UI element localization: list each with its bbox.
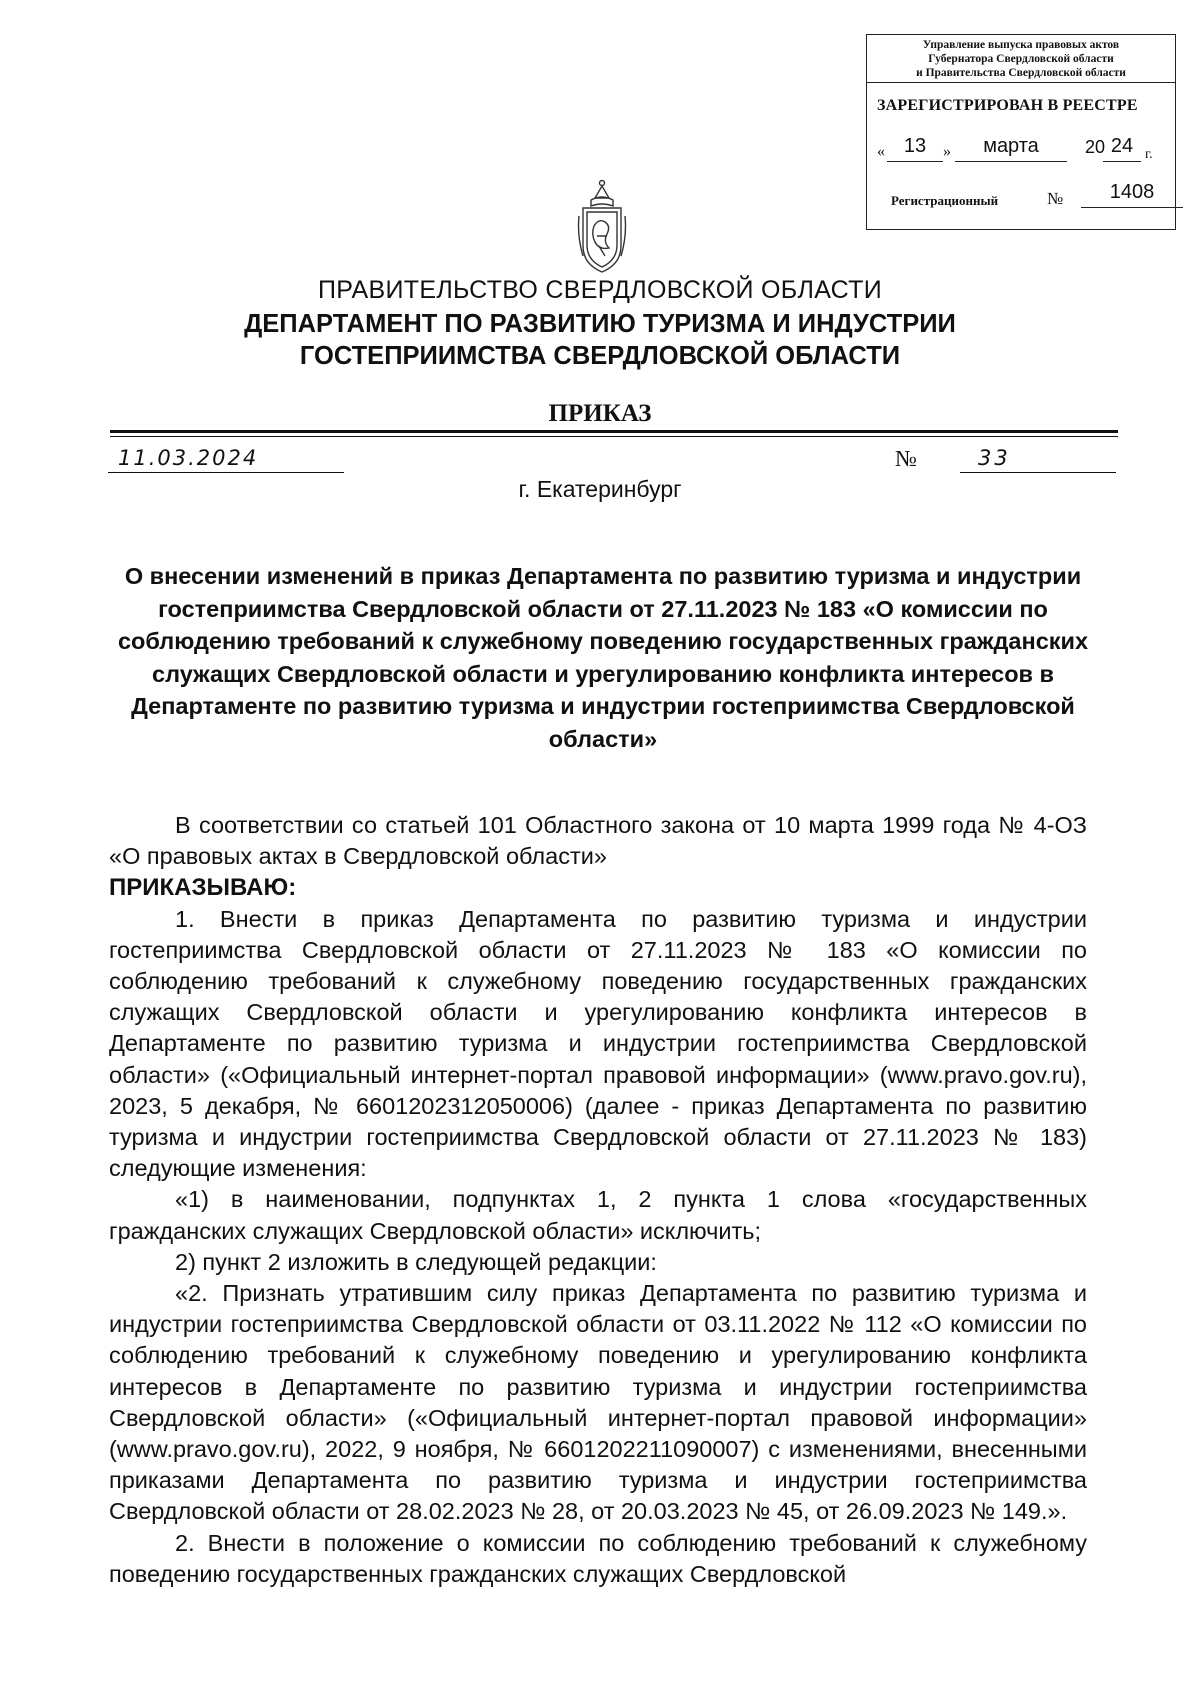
- stamp-regno-sign: №: [1047, 189, 1064, 208]
- stamp-day: 13: [887, 135, 943, 162]
- handwritten-order-number: 33: [978, 446, 1011, 470]
- order-number-sign: №: [895, 446, 917, 471]
- department-name-line: ДЕПАРТАМЕНТ ПО РАЗВИТИЮ ТУРИЗМА И ИНДУСТРИИ: [244, 310, 956, 338]
- stamp-year-abbr: г.: [1145, 147, 1153, 162]
- stamp-year-prefix: 20: [1085, 137, 1106, 157]
- registration-stamp: [866, 34, 1176, 230]
- stamp-date: [877, 135, 1177, 165]
- stamp-registered-label: ЗАРЕГИСТРИРОВАН В РЕЕСТРЕ: [877, 97, 1138, 114]
- stamp-month: марта: [955, 135, 1067, 162]
- paragraph-1-subitem-2: 2) пункт 2 изложить в следующей редакции:: [175, 1248, 657, 1275]
- order-word: ПРИКАЗЫВАЮ:: [109, 874, 297, 902]
- handwritten-date: 11.03.2024: [118, 446, 259, 470]
- stamp-quote-close: »: [943, 143, 951, 160]
- stamp-regno-label: Регистрационный: [891, 193, 999, 208]
- department-name: [0, 308, 1200, 372]
- paragraph-1-subitem-2-text: «2. Признать утратившим силу приказ Департамента по развитию туризма и индустрии гостеприимства Свердловской области от 03.11.2022 № 112 «О комиссии по соблюдению требований к служебному поведению и урегулированию конфликта интересов в Департаменте по развитию туризма и индустрии гостеприимства Свердловской области» («Официальный интернет-портал правовой информации» (www.pravo.gov.ru), 2022, 9 ноября, № 6601202211090007) с изменениями, внесенными приказами Департамента по развитию туризма и индустрии гостеприимства Свердловской области от 28.02.2023 № 28, от 20.03.2023 № 45, от 26.09.2023 № 149.».: [109, 1280, 1087, 1525]
- stamp-header-line: Управление выпуска правовых актов: [922, 39, 1120, 51]
- paragraph-1: 1. Внести в приказ Департамента по развитию туризма и индустрии гостеприимства Свердловской области от 27.11.2023 № 183 «О комиссии по соблюдению требований к служебному поведению государственных гражданских служащих Свердловской области и урегулированию конфликта интересов в Департаменте по развитию туризма и индустрии гостеприимства Свердловской области» («Официальный интернет-портал правовой информации» (www.pravo.gov.ru), 2023, 5 декабря, № 6601202312050006) (далее - приказ Департамента по развитию туризма и индустрии гостеприимства Свердловской области от 27.11.2023 № 183) следующие изменения:: [109, 905, 1087, 1182]
- stamp-header: [867, 35, 1175, 83]
- paragraph-2: 2. Внести в положение о комиссии по соблюдению требований к служебному поведению государственных гражданских служащих Свердловской: [109, 1529, 1087, 1587]
- document-title: О внесении изменений в приказ Департамента по развитию туризма и индустрии гостеприимства Свердловской области от 27.11.2023 № 183 «О комиссии по соблюдению требований к служебному поведению государственных гражданских служащих Свердловской области и урегулированию конфликта интересов в Департаменте по развитию туризма и индустрии гостеприимства Свердловской области»: [117, 563, 1089, 752]
- header-rule-thick: [110, 430, 1118, 433]
- preamble-paragraph: В соответствии со статьей 101 Областного закона от 10 марта 1999 года № 4-ОЗ «О правовых актах в Свердловской области»: [109, 812, 1087, 870]
- department-name-line: ГОСТЕПРИИМСТВА СВЕРДЛОВСКОЙ ОБЛАСТИ: [299, 342, 901, 370]
- document-type: ПРИКАЗ: [548, 400, 652, 427]
- government-name: ПРАВИТЕЛЬСТВО СВЕРДЛОВСКОЙ ОБЛАСТИ: [317, 276, 882, 304]
- stamp-quote-open: «: [877, 143, 885, 160]
- document-body: [109, 810, 1087, 1590]
- paragraph-1-subitem-1: «1) в наименовании, подпунктах 1, 2 пункта 1 слова «государственных гражданских служащих Свердловской области» исключить;: [109, 1186, 1087, 1244]
- stamp-registration-number: [891, 181, 1171, 211]
- city: г. Екатеринбург: [518, 476, 682, 502]
- stamp-header-line: Губернатора Свердловской области: [928, 53, 1114, 65]
- stamp-header-line: и Правительства Свердловской области: [916, 67, 1126, 79]
- stamp-regno-value: 1408: [1081, 181, 1183, 208]
- stamp-year-suffix: 24: [1103, 135, 1141, 162]
- header-rule-thin: [110, 436, 1118, 437]
- coat-of-arms-icon: [577, 176, 627, 276]
